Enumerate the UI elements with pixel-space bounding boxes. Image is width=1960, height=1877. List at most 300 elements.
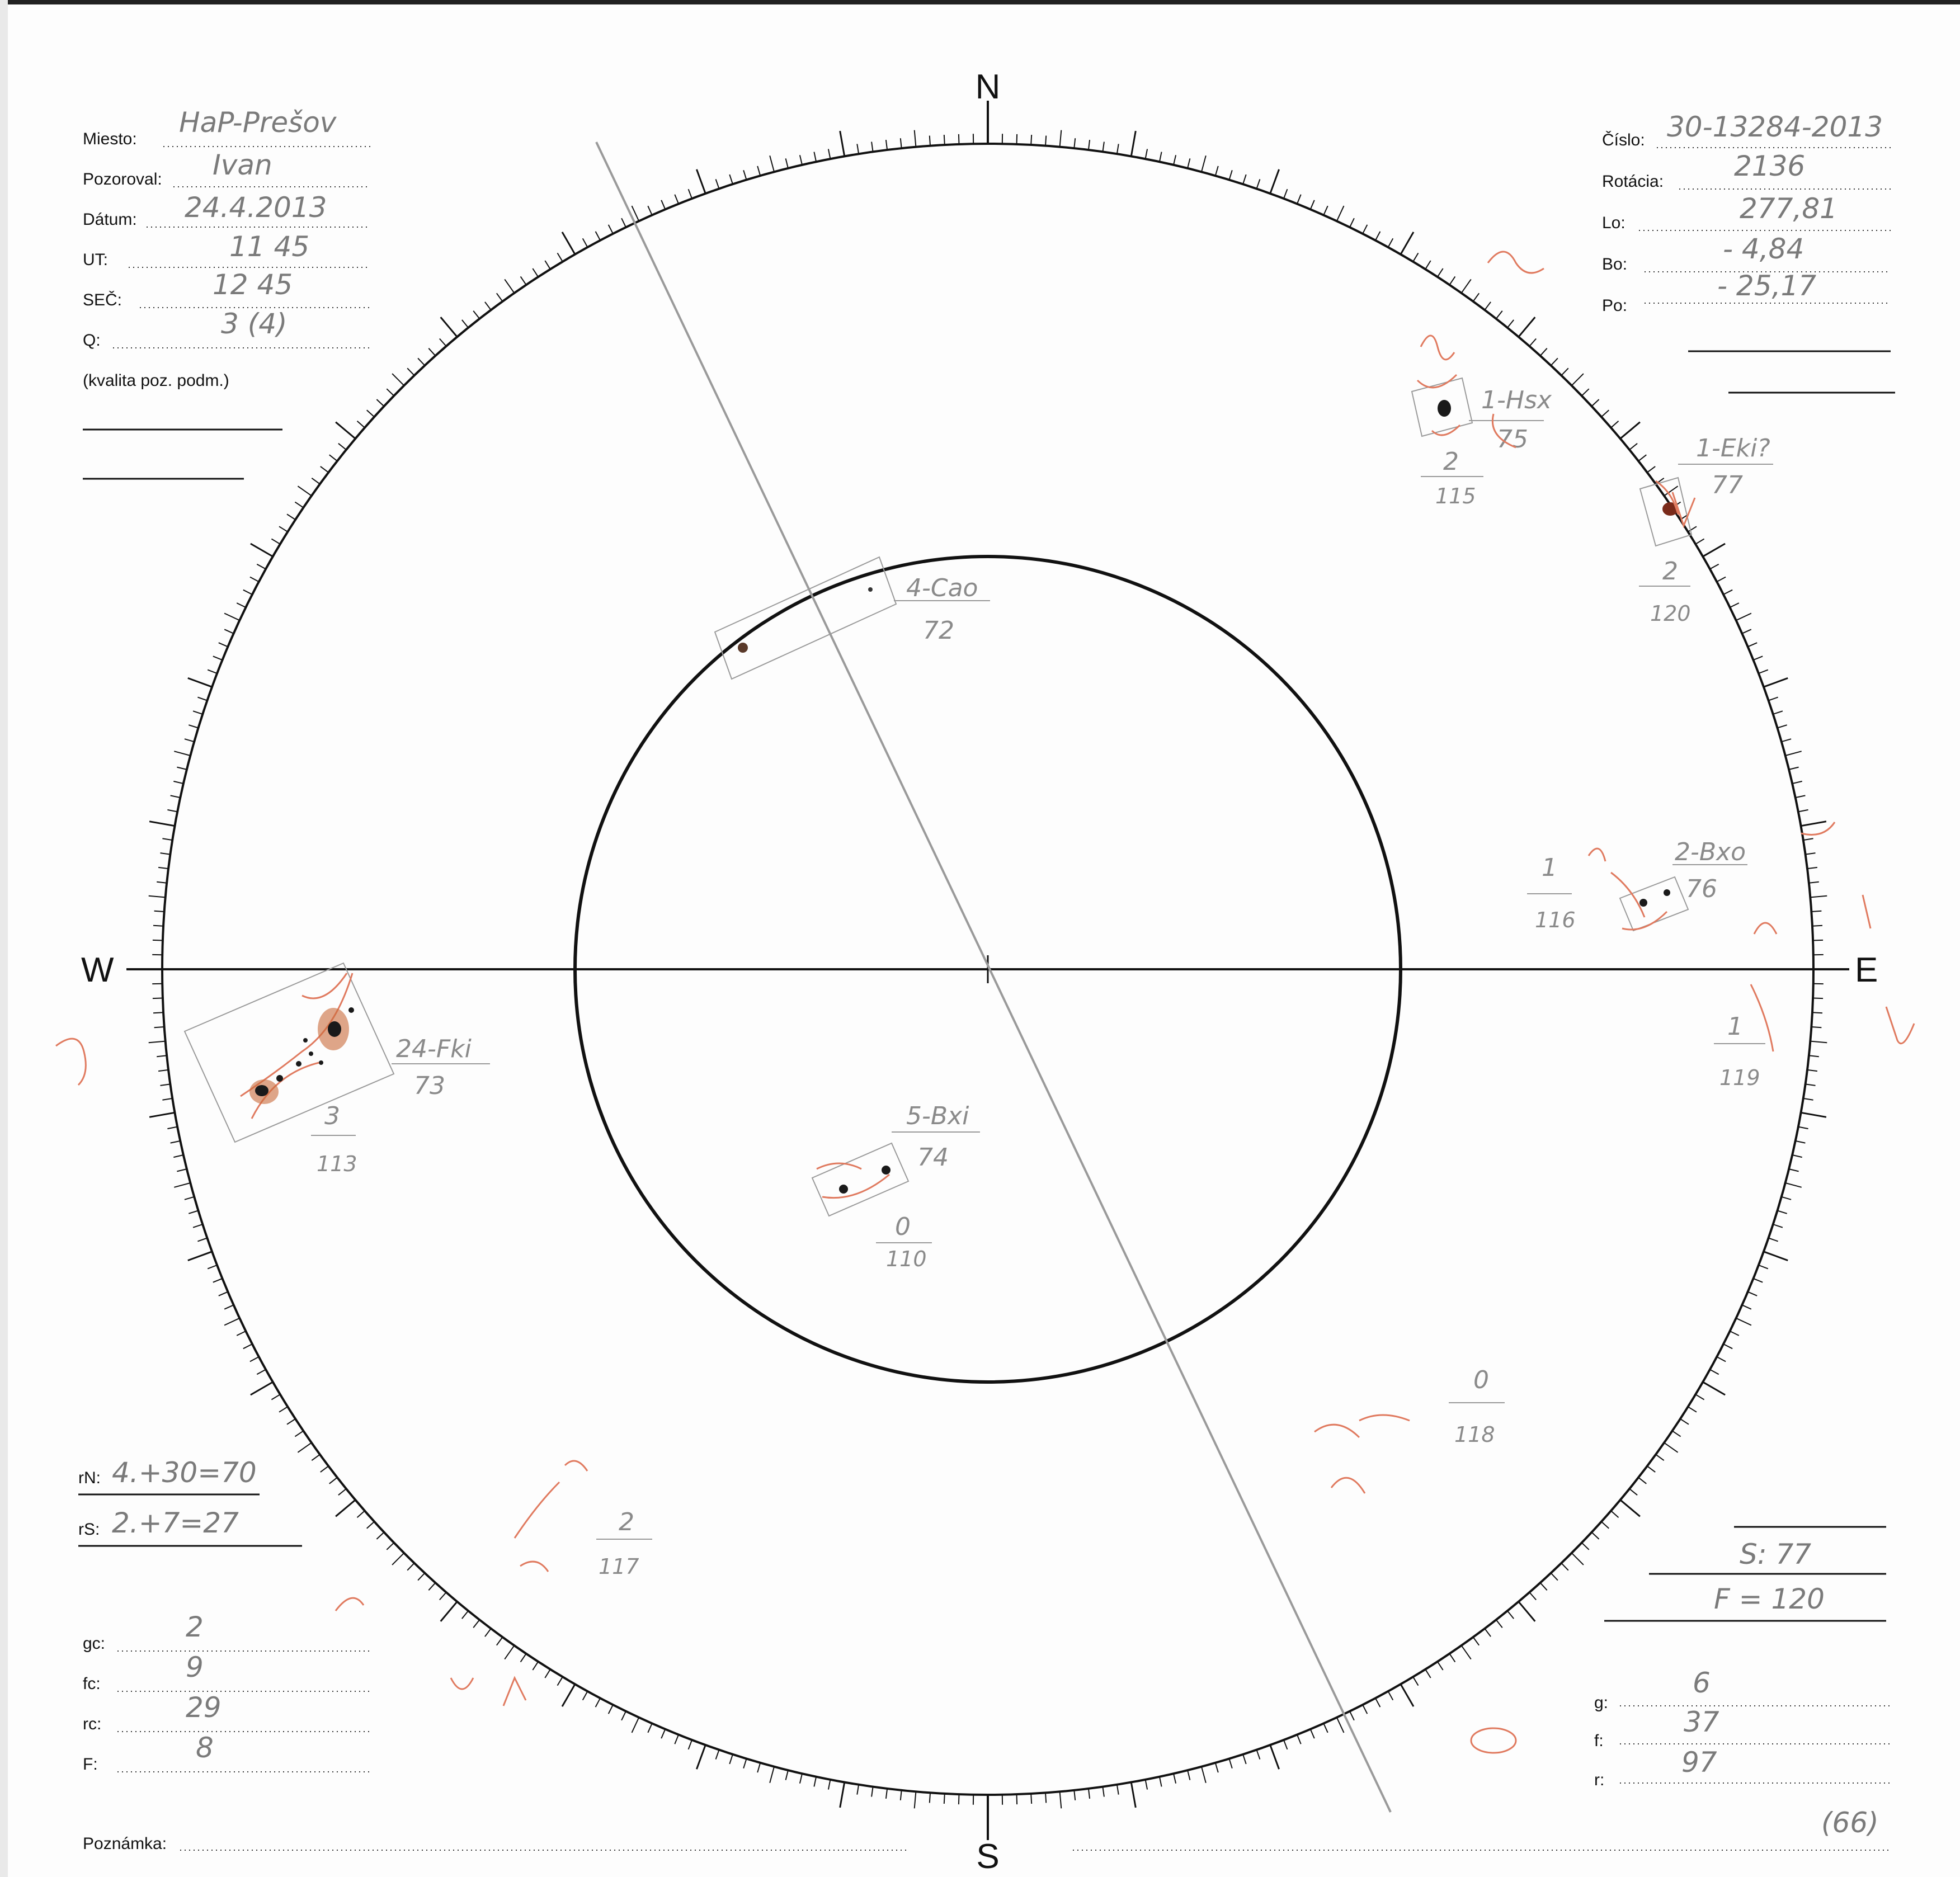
scale-tick (1174, 1774, 1176, 1784)
scale-tick (1792, 1155, 1802, 1157)
scale-tick (505, 1645, 514, 1659)
scale-tick (1782, 1197, 1791, 1200)
scale-tick (1620, 1500, 1640, 1517)
scale-tick (770, 155, 774, 172)
scale-tick (257, 1370, 266, 1375)
scale-tick (1812, 1012, 1822, 1013)
scale-tick (545, 261, 550, 269)
quality-note: (kvalita poz. podm.) (83, 371, 229, 390)
red-mark (1471, 1728, 1516, 1753)
scale-tick (689, 1740, 692, 1749)
scale-tick (1350, 1711, 1354, 1720)
scale-tick (1284, 1740, 1287, 1749)
scale-tick (533, 268, 538, 277)
scale-tick (440, 339, 446, 347)
facula-drawing (817, 1163, 889, 1198)
scale-tick (1813, 940, 1823, 941)
scale-tick (441, 1602, 458, 1621)
scale-tick (473, 1620, 479, 1628)
scale-tick (1723, 1344, 1732, 1348)
scale-tick (648, 206, 652, 215)
count-value: 97 (1681, 1746, 1717, 1779)
scale-tick (1401, 232, 1414, 254)
field-cislo (1602, 111, 1891, 149)
facula-number: 117 (599, 1554, 639, 1579)
scale-tick (243, 590, 252, 595)
scale-tick (174, 751, 190, 756)
facula-number: 119 (1719, 1065, 1760, 1090)
scale-tick (1769, 697, 1778, 701)
field-value: - 25,17 (1717, 270, 1817, 302)
scale-tick (1413, 1677, 1418, 1685)
field-label: Miesto: (83, 130, 137, 148)
scale-tick (171, 1141, 181, 1143)
scale-tick (583, 1691, 588, 1700)
red-mark (1488, 252, 1544, 273)
scale-tick (407, 368, 414, 375)
facula-number: 110 (886, 1247, 927, 1271)
facula-number: 113 (317, 1152, 357, 1176)
scale-tick (1572, 1553, 1584, 1565)
scale-tick (1611, 1511, 1619, 1517)
count-label: gc: (83, 1634, 106, 1653)
count-value: 8 (196, 1732, 214, 1764)
scale-tick (1688, 1407, 1697, 1412)
scale-tick (1748, 643, 1758, 647)
scale-tick (1363, 1705, 1367, 1714)
field-datum (83, 191, 370, 229)
scale-tick (1572, 374, 1584, 385)
scale-tick (770, 1767, 774, 1783)
scale-tick (188, 678, 212, 687)
scale-tick (329, 1478, 337, 1484)
sunspot (303, 1038, 308, 1043)
scale-tick (1074, 138, 1075, 148)
count-row (1594, 1667, 1891, 1712)
scale-tick (153, 998, 163, 999)
scale-tick (1809, 1055, 1819, 1057)
count-value: 9 (186, 1651, 204, 1683)
group-name: 24-Fki (396, 1035, 472, 1063)
scale-tick (1257, 179, 1260, 188)
scale-tick (1647, 1466, 1655, 1472)
scale-tick (915, 130, 916, 147)
scale-tick (250, 1357, 259, 1362)
scale-tick (153, 1012, 163, 1013)
group-number: 73 (414, 1072, 445, 1100)
field-sec (83, 268, 370, 309)
counts-left (83, 1611, 370, 1774)
field-value: 30-13284-2013 (1667, 111, 1883, 143)
scale-tick (1811, 911, 1821, 912)
scale-tick (1270, 169, 1279, 194)
scale-tick (609, 225, 613, 234)
scale-tick (162, 838, 172, 840)
scale-tick (1710, 564, 1719, 569)
scale-tick (473, 311, 479, 319)
scale-tick (1401, 1684, 1414, 1706)
field-label: Bo: (1602, 255, 1628, 273)
scale-tick (1102, 142, 1104, 152)
compass-west: W (81, 951, 114, 989)
compass-north: N (975, 68, 1001, 106)
scale-tick (243, 1344, 252, 1348)
scale-tick (392, 374, 404, 385)
scale-tick (1229, 1759, 1232, 1768)
note-label: Poznámka: (83, 1834, 167, 1853)
field-pozoroval (83, 149, 370, 188)
scale-tick (1160, 152, 1162, 162)
scale-tick (1807, 1070, 1817, 1071)
scale-tick (1809, 882, 1819, 883)
scale-tick (171, 795, 181, 798)
scale-tick (1438, 1662, 1443, 1670)
scale-tick (271, 539, 280, 544)
count-row (83, 1691, 370, 1733)
scale-tick (1638, 1478, 1646, 1484)
scale-tick (1582, 389, 1589, 396)
scale-tick (392, 1553, 404, 1565)
scale-tick (237, 603, 246, 607)
scale-tick (279, 526, 288, 532)
scale-tick (189, 725, 198, 728)
scale-tick (1764, 678, 1788, 687)
scale-tick (357, 421, 365, 428)
facula-count: 0 (1473, 1366, 1489, 1394)
scale-tick (185, 739, 194, 742)
scale-tick (1792, 781, 1802, 784)
scale-tick (1601, 410, 1609, 417)
scale-tick (944, 1794, 945, 1804)
scale-tick (1375, 232, 1381, 240)
scale-tick (1117, 144, 1119, 154)
sunspot (309, 1051, 313, 1056)
sunspot (882, 1166, 891, 1175)
scale-tick (295, 1431, 303, 1436)
scale-tick (1778, 1211, 1787, 1214)
scale-tick (1089, 1789, 1090, 1799)
field-label: Pozoroval: (83, 170, 162, 188)
scale-tick (418, 358, 425, 365)
field-label: Po: (1602, 296, 1628, 315)
field-value: 2136 (1734, 150, 1806, 182)
top-edge (0, 0, 1960, 4)
scale-tick (1601, 1522, 1609, 1529)
field-value: 12 45 (213, 268, 293, 301)
scale-tick (1323, 206, 1327, 215)
scale-tick (1773, 711, 1783, 714)
scale-tick (1551, 358, 1558, 365)
sunspot (348, 1007, 354, 1013)
scale-tick (886, 140, 887, 150)
count-row (83, 1651, 370, 1693)
field-label: Lo: (1602, 214, 1626, 232)
field-miesto (83, 106, 370, 148)
scale-tick (485, 302, 491, 310)
scale-tick (237, 1331, 246, 1336)
scale-tick (1801, 1112, 1826, 1117)
scale-tick (1146, 149, 1148, 159)
scale-tick (1782, 739, 1791, 742)
scale-tick (250, 577, 259, 582)
count-label: g: (1594, 1694, 1609, 1712)
scale-tick (1337, 1718, 1344, 1733)
scale-tick (840, 131, 845, 156)
scale-tick (224, 629, 233, 633)
scale-tick (1759, 1265, 1768, 1268)
facula-count: 1 (1727, 1012, 1743, 1041)
scale-tick (1803, 838, 1813, 840)
scale-tick (1754, 656, 1763, 660)
facula-count: 0 (895, 1213, 911, 1241)
scale-tick (149, 1112, 175, 1117)
facula-number: 116 (1535, 908, 1576, 932)
scale-tick (208, 670, 217, 673)
scale-tick (338, 444, 346, 450)
facula-count: 2 (1443, 447, 1459, 476)
count-value: 2 (186, 1611, 204, 1643)
scale-tick (689, 189, 692, 199)
facula-label (1527, 853, 1576, 932)
scale-tick (1529, 339, 1536, 347)
rs-value: 2.+7=27 (112, 1507, 239, 1539)
scale-tick (189, 1211, 198, 1214)
scale-tick (1160, 1777, 1162, 1787)
scale-tick (621, 218, 626, 227)
field-value: 11 45 (229, 230, 310, 263)
facula-number: 115 (1435, 484, 1476, 508)
scale-tick (188, 1252, 212, 1261)
scale-tick (596, 232, 601, 240)
scale-tick (1730, 1331, 1739, 1336)
scale-tick (757, 166, 760, 176)
scale-tick (387, 389, 394, 396)
count-value: 6 (1693, 1667, 1711, 1699)
scale-tick (1102, 1787, 1104, 1797)
scale-tick (1769, 1238, 1778, 1242)
scale-tick (173, 1155, 183, 1157)
scale-tick (1519, 317, 1535, 337)
scale-tick (1629, 1489, 1637, 1495)
scale-tick (1131, 131, 1136, 156)
scale-tick (1754, 1279, 1763, 1282)
scale-tick (161, 1084, 171, 1086)
scale-tick (840, 1782, 845, 1808)
scale-tick (1703, 1382, 1725, 1395)
scale-tick (521, 1654, 526, 1662)
scale-tick (1529, 1592, 1536, 1600)
scale-tick (1202, 1767, 1206, 1783)
scale-tick (871, 142, 873, 152)
scale-tick (1710, 1370, 1719, 1375)
scale-tick (1060, 1791, 1062, 1808)
scale-tick (1089, 140, 1090, 150)
sunspot-group (1589, 838, 1747, 931)
facula-drawing (1314, 1415, 1410, 1493)
scale-tick (1748, 1292, 1758, 1296)
scale-tick (1425, 1670, 1431, 1678)
scale-tick (1496, 1620, 1502, 1628)
scale-tick (462, 1611, 468, 1619)
count-label: F: (83, 1755, 98, 1774)
scale-tick (1656, 1455, 1664, 1461)
scale-tick (251, 544, 273, 557)
scale-tick (871, 1787, 873, 1797)
scale-tick (1717, 1357, 1726, 1362)
group-box (185, 963, 394, 1142)
facula-label (1639, 557, 1691, 626)
group-name: 2-Bxo (1675, 838, 1746, 866)
scale-tick (1703, 544, 1725, 557)
scale-tick (1243, 175, 1246, 184)
scale-tick (1789, 767, 1798, 770)
scale-tick (161, 853, 171, 855)
scale-tick (1363, 225, 1367, 234)
scale-tick (1742, 1305, 1751, 1309)
scale-tick (224, 614, 239, 621)
count-row (1594, 1746, 1891, 1789)
s-total: S: 77 (1740, 1538, 1812, 1571)
scale-tick (1507, 1611, 1514, 1619)
scale-tick (149, 896, 166, 898)
scale-tick (338, 1489, 346, 1495)
scale-tick (521, 276, 526, 285)
facula-label (1714, 1012, 1765, 1090)
scale-tick (800, 155, 802, 165)
scale-tick (1462, 279, 1471, 293)
scale-tick (800, 1774, 802, 1784)
sunspot (1664, 889, 1670, 896)
scale-tick (174, 1183, 190, 1187)
scale-tick (428, 348, 435, 356)
scale-tick (1620, 422, 1640, 439)
scale-tick (1764, 1252, 1788, 1261)
field-label: SEČ: (83, 291, 123, 309)
scale-tick (1736, 1318, 1751, 1326)
scale-tick (1723, 590, 1732, 595)
scale-tick (828, 1780, 831, 1790)
scale-tick (219, 1292, 228, 1296)
scale-tick (485, 1629, 491, 1637)
left-edge-shadow (0, 0, 8, 1877)
scale-tick (197, 697, 207, 701)
header-left (83, 106, 370, 479)
scale-tick (786, 1770, 788, 1780)
compass-south: S (976, 1837, 1000, 1876)
red-mark (451, 1678, 526, 1706)
facula-label (311, 1102, 357, 1176)
scale-tick (173, 781, 183, 784)
group-box (812, 1143, 908, 1216)
scale-tick (153, 940, 163, 941)
scale-tick (157, 882, 167, 883)
scale-tick (1672, 1431, 1681, 1436)
scale-tick (729, 1755, 733, 1764)
scale-tick (1045, 1793, 1046, 1803)
scale-tick (298, 1443, 312, 1452)
scale-tick (154, 911, 164, 912)
scale-tick (213, 1279, 223, 1282)
sunspot (868, 587, 873, 592)
field-value: 277,81 (1740, 192, 1838, 225)
scale-tick (558, 253, 563, 261)
scale-tick (329, 455, 337, 461)
sunspot (296, 1061, 301, 1067)
facula-label (1314, 1366, 1505, 1493)
scale-tick (1798, 1127, 1808, 1129)
scale-tick (716, 179, 719, 188)
scale-tick (167, 810, 177, 812)
scale-tick (185, 1197, 194, 1200)
scale-tick (440, 1592, 446, 1600)
count-row (1594, 1706, 1891, 1750)
scale-tick (1806, 1084, 1816, 1086)
facula-number: 118 (1454, 1422, 1495, 1447)
scale-tick (901, 1790, 902, 1800)
scale-tick (1540, 1583, 1547, 1590)
red-mark (56, 1039, 86, 1085)
field-value: 3 (4) (221, 308, 288, 340)
compass-east: E (1855, 951, 1878, 989)
group-number: 74 (917, 1143, 949, 1172)
scale-tick (1438, 268, 1443, 277)
scale-tick (814, 1777, 816, 1787)
scale-tick (1742, 629, 1751, 633)
scale-tick (298, 486, 312, 496)
scale-tick (193, 711, 202, 714)
scale-tick (1798, 810, 1808, 812)
scale-tick (1680, 1419, 1689, 1425)
facula-label (1421, 447, 1483, 508)
scale-tick (1188, 158, 1190, 168)
scale-tick (1664, 1443, 1678, 1452)
scale-tick (224, 1305, 233, 1309)
count-label: fc: (83, 1675, 101, 1693)
scale-tick (1717, 577, 1726, 582)
field-value: - 4,84 (1723, 233, 1804, 265)
scale-tick (1796, 1141, 1806, 1143)
scale-tick (1582, 1543, 1589, 1550)
scale-tick (545, 1670, 550, 1678)
facula-number: 120 (1650, 601, 1691, 626)
scale-tick (1117, 1785, 1119, 1795)
scale-tick (1496, 311, 1502, 319)
scale-tick (648, 1723, 652, 1732)
solar-disk (126, 101, 1849, 1840)
scale-tick (162, 1098, 172, 1100)
scale-tick (1473, 1637, 1480, 1645)
scale-tick (661, 1729, 665, 1739)
scale-tick (505, 279, 514, 293)
scale-tick (251, 1382, 273, 1395)
scale-tick (321, 466, 328, 473)
scale-tick (562, 232, 575, 254)
scale-tick (428, 1583, 435, 1590)
scale-tick (1592, 1532, 1599, 1539)
count-row (83, 1732, 370, 1774)
scale-tick (257, 564, 266, 569)
scale-tick (558, 1677, 563, 1685)
scale-tick (1813, 998, 1823, 999)
scale-tick (1785, 1183, 1802, 1187)
scale-tick (1202, 155, 1206, 172)
scale-tick (367, 1522, 374, 1529)
field-q (83, 308, 370, 350)
f-total: F = 120 (1714, 1583, 1825, 1615)
scale-tick (177, 1169, 186, 1171)
scale-tick (157, 1055, 167, 1057)
sunspot (738, 643, 748, 653)
